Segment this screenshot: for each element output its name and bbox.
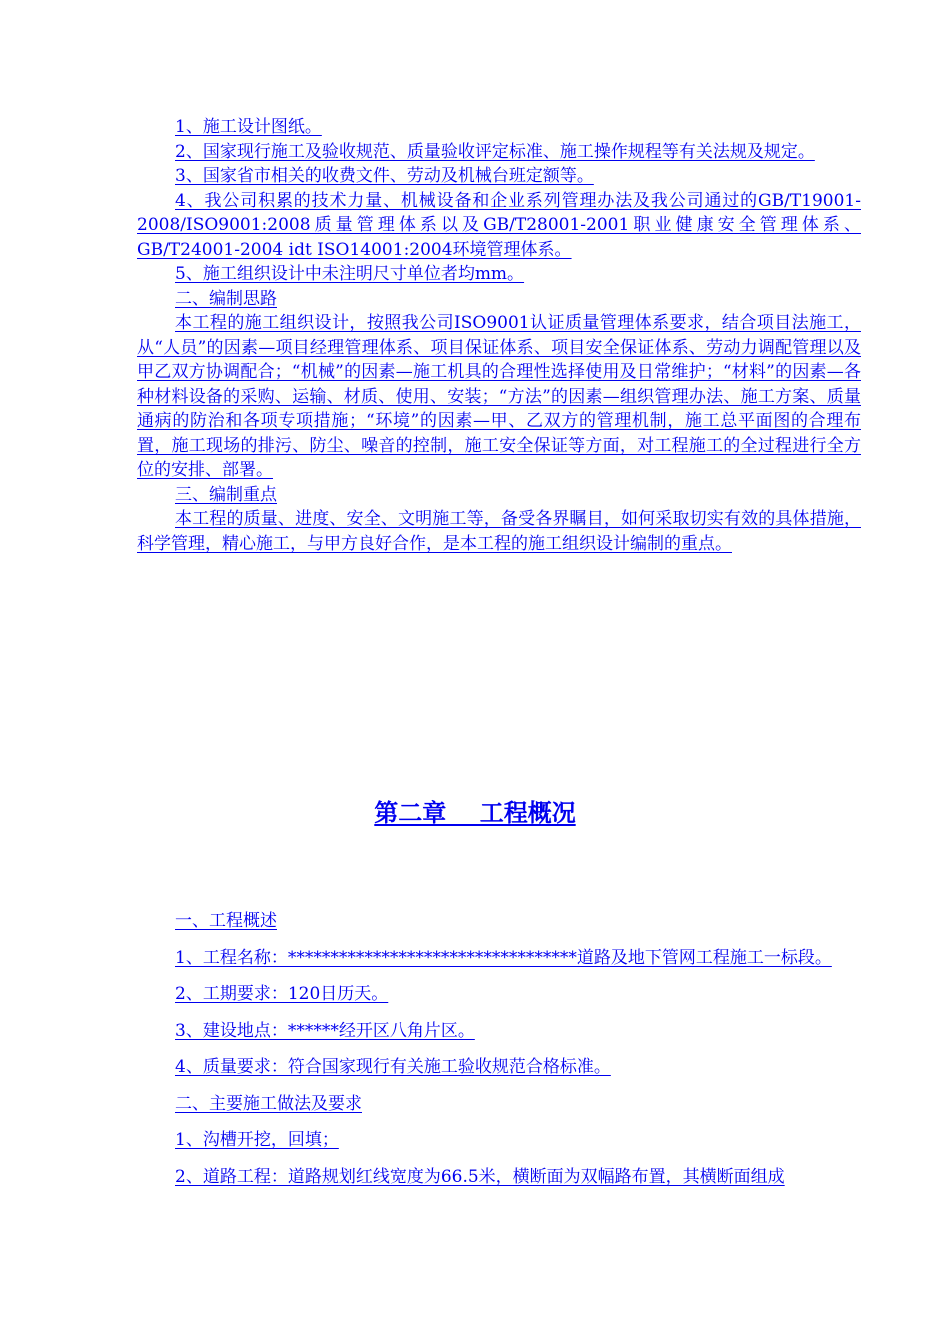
heading-construction-methods: 二、主要施工做法及要求	[175, 1093, 362, 1114]
paragraph-national-standards: 2、国家现行施工及验收规范、质量验收评定标准、施工操作规程等有关法规及规定。	[175, 141, 815, 162]
heading-compilation-approach: 二、编制思路	[175, 288, 277, 309]
paragraph-schedule: 2、工期要求：120日历天。	[175, 984, 389, 1004]
paragraph-trench-work: 1、沟槽开挖，回填；	[175, 1130, 339, 1150]
heading-compilation-focus: 三、编制重点	[175, 484, 277, 505]
paragraph-fee-documents: 3、国家省市相关的收费文件、劳动及机械台班定额等。	[175, 166, 594, 186]
paragraph-project-name: 1、工程名称：**********************************道路及地下管网工程施工一标段。	[175, 947, 832, 968]
paragraph-quality-requirement: 4、质量要求：符合国家现行有关施工验收规范合格标准。	[175, 1057, 611, 1077]
heading-project-overview: 一、工程概述	[175, 911, 277, 931]
paragraph-road-works: 2、道路工程：道路规划红线宽度为66.5米，横断面为双幅路布置，其横断面组成	[175, 1166, 785, 1187]
paragraph-management-systems: 4、我公司积累的技术力量、机械设备和企业系列管理办法及我公司通过的GB/T19001-2008/ISO9001:2008质量管理体系以及GB/T28001-2001职业健康安全管理体系、GB/T24001-2004 idt ISO14001:2004环境管理体系。	[137, 190, 861, 260]
chapter-title: 第二章 工程概况	[374, 799, 576, 827]
paragraph-location: 3、建设地点：******经开区八角片区。	[175, 1020, 475, 1041]
basis-section	[137, 115, 861, 556]
paragraph-compilation-focus: 本工程的质量、进度、安全、文明施工等，备受各界瞩目，如何采取切实有效的具体措施，科学管理，精心施工，与甲方良好合作，是本工程的施工组织设计编制的重点。	[137, 509, 861, 554]
paragraph-compilation-approach: 本工程的施工组织设计，按照我公司ISO9001认证质量管理体系要求，结合项目法施工，从“人员”的因素—项目经理管理体系、项目保证体系、项目安全保证体系、劳动力调配管理以及甲乙双方协调配合；“机械”的因素—施工机具的合理性选择使用及日常维护；“材料”的因素—各种材料设备的采购、运输、材质、使用、安装；“方法”的因素—组织管理办法、施工方案、质量通病的防治和各项专项措施；“环境”的因素—甲、乙双方的管理机制，施工总平面图的合理布置，施工现场的排污、防尘、噪音的控制，施工安全保证等方面，对工程施工的全过程进行全方位的安排、部署。	[137, 313, 861, 480]
paragraph-design-drawings: 1、施工设计图纸。	[175, 117, 322, 137]
paragraph-units-note: 5、施工组织设计中未注明尺寸单位者均mm。	[175, 264, 525, 284]
project-overview-section	[137, 903, 861, 1195]
